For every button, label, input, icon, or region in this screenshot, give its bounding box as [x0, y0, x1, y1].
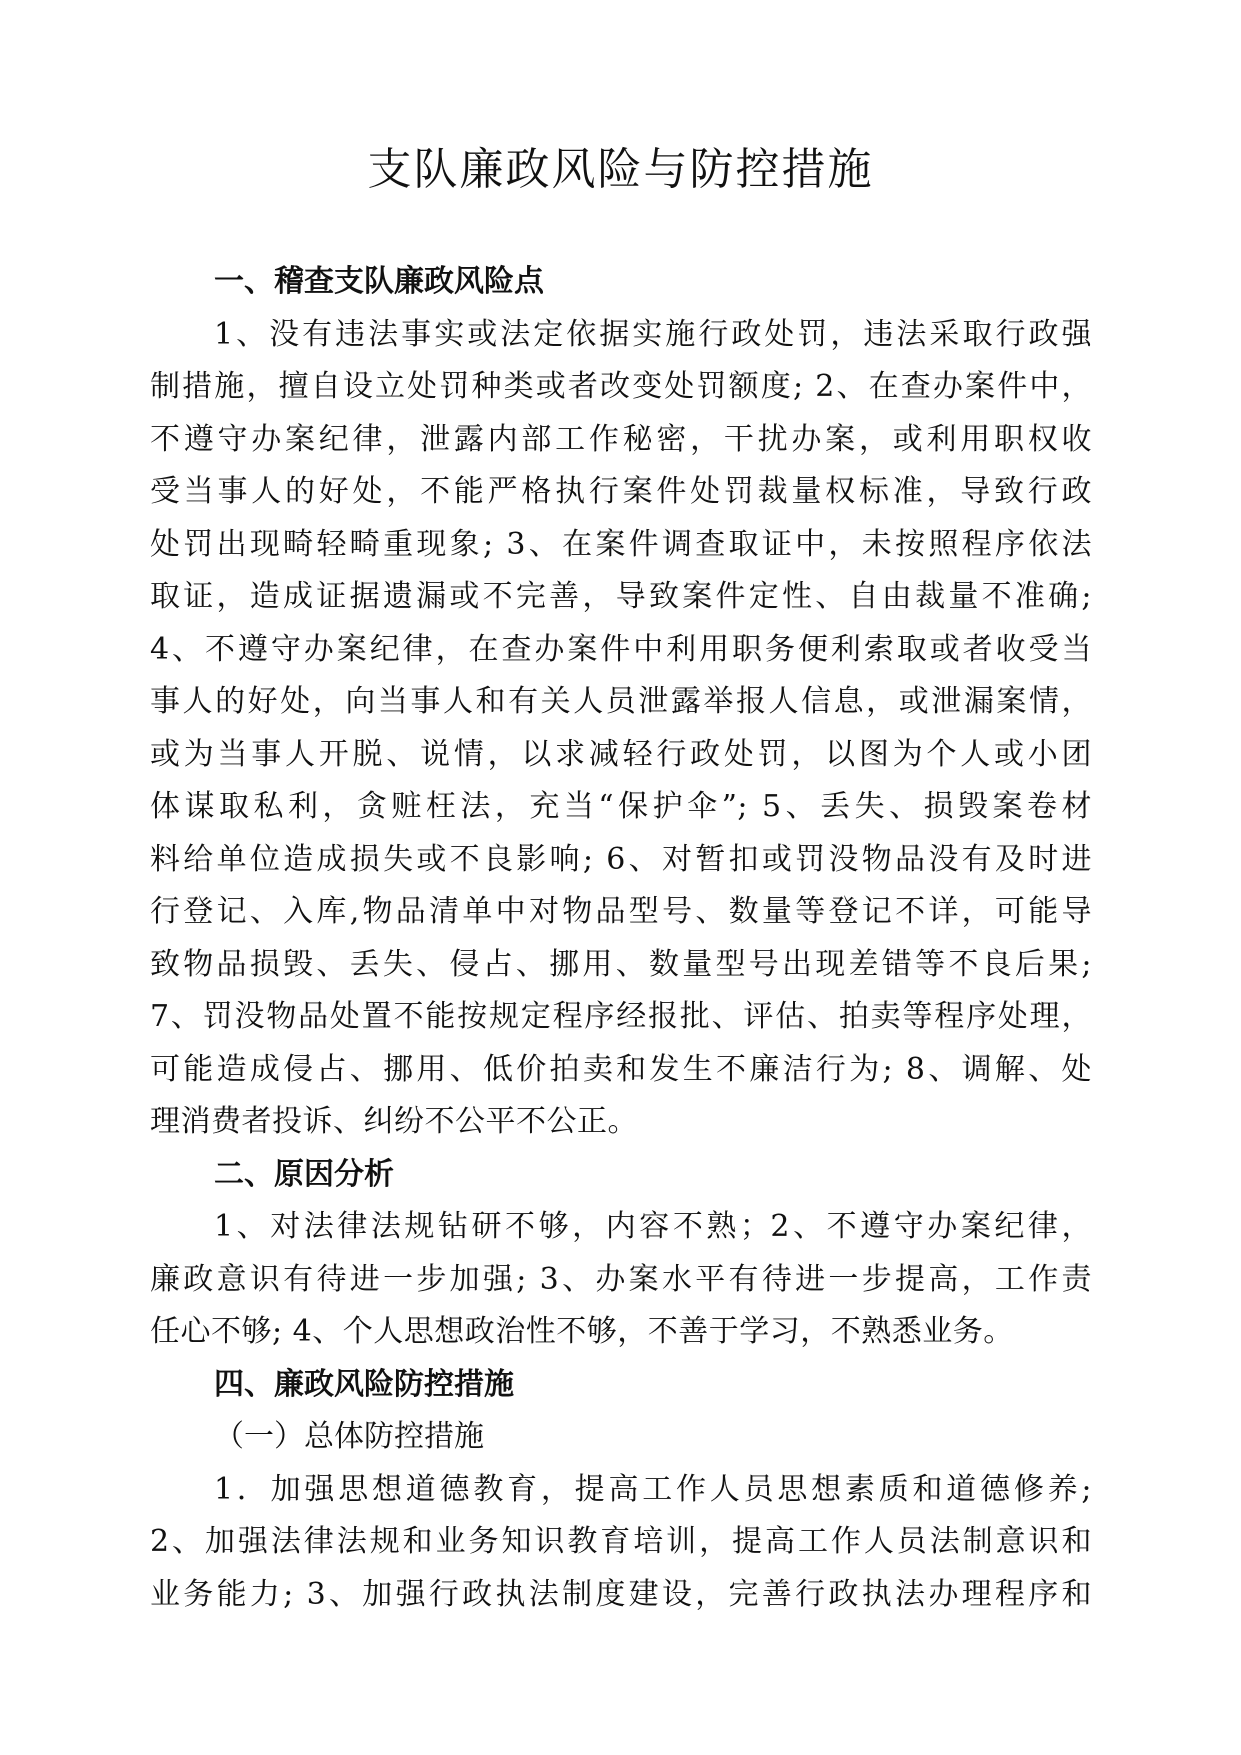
paragraph-line: 或为当事人开脱、说情，以求减轻行政处罚，以图为个人或小团 — [150, 736, 1092, 772]
paragraph-line: 1、没有违法事实或法定依据实施行政处罚，违法采取行政强 — [214, 316, 1092, 352]
paragraph-risk-points — [150, 309, 1092, 1149]
paragraph-cause-analysis — [150, 1201, 1092, 1359]
section-heading-risk-points: 一、稽查支队廉政风险点 — [214, 264, 544, 299]
paragraph-line: 7、罚没物品处置不能按规定程序经报批、评估、拍卖等程序处理， — [150, 999, 1092, 1034]
section-heading-cause-analysis: 二、原因分析 — [214, 1156, 394, 1192]
paragraph-line: 处罚出现畸轻畸重现象; 3、在案件调查取证中，未按照程序依法 — [150, 526, 1092, 562]
paragraph-line: 取证，造成证据遗漏或不完善，导致案件定性、自由裁量不准确; — [150, 579, 1092, 614]
document-body — [150, 256, 1092, 1621]
section-heading-prevention-measures: 四、廉政风险防控措施 — [214, 1366, 514, 1402]
paragraph-line: 行登记、入库,物品清单中对物品型号、数量等登记不详，可能导 — [150, 894, 1092, 929]
paragraph-line: 1．加强思想道德教育，提高工作人员思想素质和道德修养; — [214, 1471, 1092, 1507]
paragraph-overall-measures — [150, 1464, 1092, 1622]
paragraph-line: 任心不够; 4、个人思想政治性不够，不善于学习，不熟悉业务。 — [150, 1314, 1014, 1349]
paragraph-line: 4、不遵守办案纪律，在查办案件中利用职务便利索取或者收受当 — [150, 631, 1092, 667]
paragraph-line: 1、对法律法规钻研不够，内容不熟；2、不遵守办案纪律， — [214, 1209, 1092, 1244]
paragraph-line: 理消费者投诉、纠纷不公平不公正。 — [150, 1104, 638, 1139]
paragraph-line: 业务能力; 3、加强行政执法制度建设，完善行政执法办理程序和 — [150, 1576, 1092, 1612]
paragraph-line: 料给单位造成损失或不良影响; 6、对暂扣或罚没物品没有及时进 — [150, 841, 1092, 877]
paragraph-line: 事人的好处，向当事人和有关人员泄露举报人信息，或泄漏案情， — [150, 684, 1092, 719]
paragraph-line: 受当事人的好处，不能严格执行案件处罚裁量权标准，导致行政 — [150, 474, 1092, 509]
paragraph-line: 廉政意识有待进一步加强; 3、办案水平有待进一步提高，工作责 — [150, 1261, 1092, 1297]
paragraph-line: 致物品损毁、丢失、侵占、挪用、数量型号出现差错等不良后果; — [150, 946, 1092, 982]
paragraph-line: 制措施，擅自设立处罚种类或者改变处罚额度; 2、在查办案件中， — [150, 369, 1092, 404]
subsection-heading-overall-measures: （一）总体防控措施 — [214, 1419, 484, 1454]
paragraph-line: 可能造成侵占、挪用、低价拍卖和发生不廉洁行为; 8、调解、处 — [150, 1051, 1092, 1087]
document-title: 支队廉政风险与防控措施 — [367, 144, 874, 195]
paragraph-line: 2、加强法律法规和业务知识教育培训，提高工作人员法制意识和 — [150, 1524, 1092, 1559]
paragraph-line: 不遵守办案纪律，泄露内部工作秘密，干扰办案，或利用职权收 — [150, 421, 1092, 457]
paragraph-line: 体谋取私利，贪赃枉法，充当“保护伞”; 5、丢失、损毁案卷材 — [150, 789, 1092, 824]
